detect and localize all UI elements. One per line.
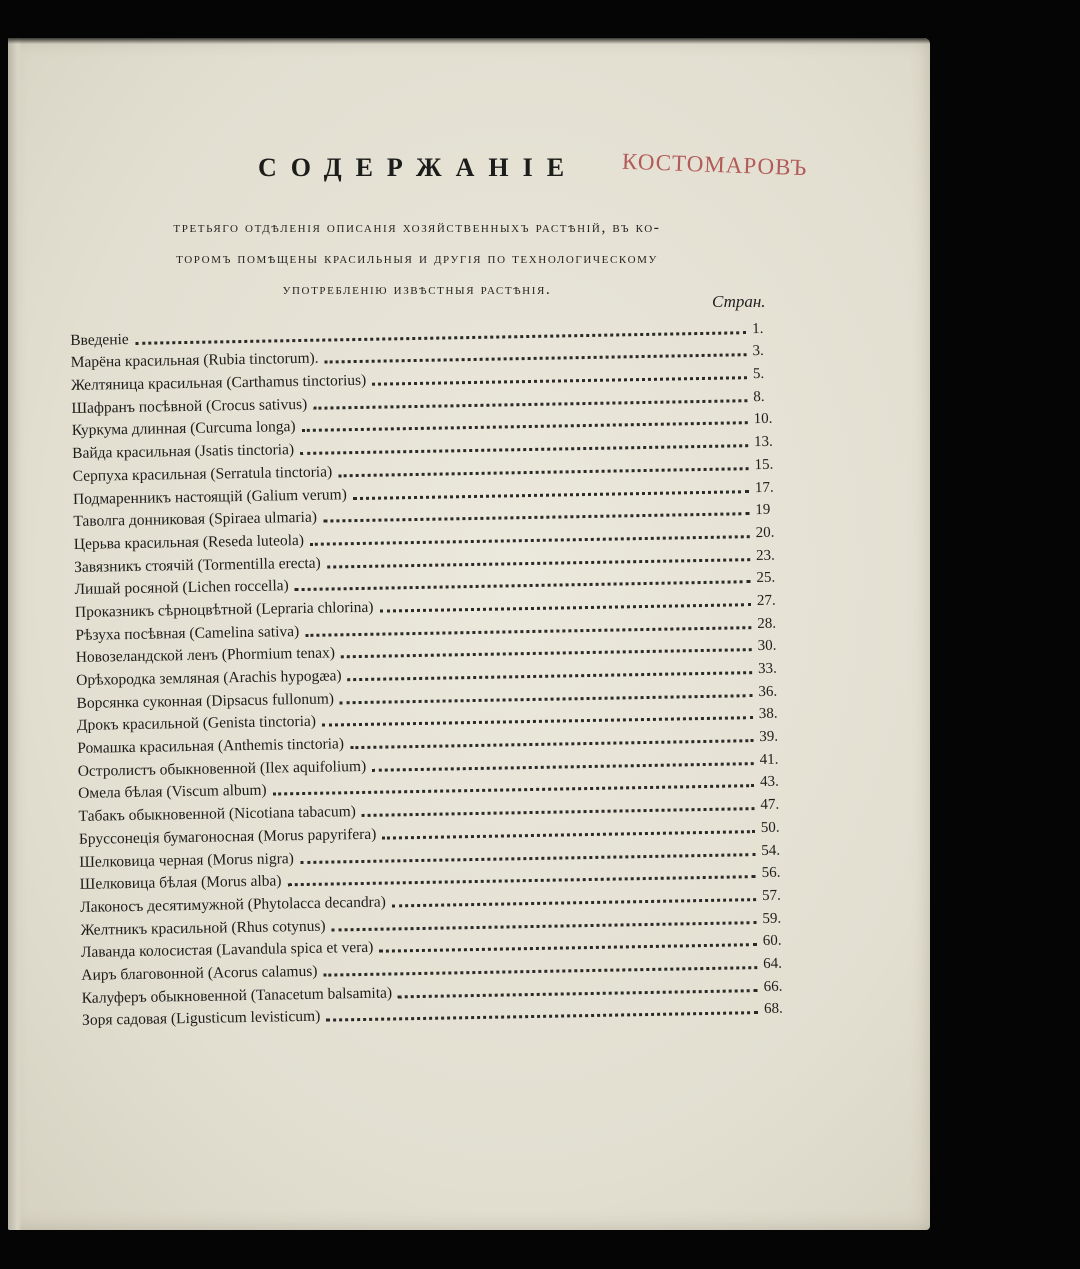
toc-entry-page: 8. [753,388,765,405]
toc-entry-page: 3. [752,343,764,360]
toc-entry-page: 20. [755,524,775,541]
toc-entry-label: Таволга донниковая (Spiraea ulmaria) [73,508,318,531]
page-title: СОДЕРЖАНIЕ [258,153,579,182]
toc-entry-label: Введеніе [70,330,129,349]
toc-entry-page: 28. [757,615,777,632]
toc-entry-label: Зоря садовая (Ligusticum levisticum) [81,1008,321,1030]
toc-entry-page: 56. [761,864,781,882]
toc-entry-label: Орѣхородка земляная (Arachis hypogæa) [76,667,342,689]
toc-entry-label: Подмаренникъ настоящій (Galium verum) [72,485,347,508]
toc-entry-page: 19 [755,501,771,519]
toc-entry-label: Бруссонеція бумагоносная (Morus papyrifera) [78,825,377,848]
subtitle [72,212,762,305]
toc-entry-page: 1. [751,320,764,337]
toc-entry-label: Лишай росяной (Lichen roccella) [74,577,289,599]
toc-entry-label: Аиръ благовонной (Acorus calamus) [81,962,318,984]
owner-stamp: КОСТОМАРОВЪ [621,148,808,181]
toc-entry-label: Лаконосъ десятимужной (Phytolacca decandra) [79,893,386,916]
toc-entry-label: Дрокъ красильной (Genista tinctoria) [76,713,317,735]
toc-entry-page: 33. [757,660,777,678]
toc-entry-page: 47. [760,796,780,814]
toc-entry-label: Ромашка красильная (Anthemis tinctoria) [77,735,345,757]
toc-entry-page: 36. [758,683,778,700]
page-top-edge [8,38,930,44]
toc-entry-page: 68. [763,1000,783,1018]
toc-entry-page: 66. [763,978,783,995]
toc-entry-label: Церьва красильная (Reseda luteola) [73,531,305,553]
toc-entry-page: 64. [763,955,783,972]
toc-entry-label: Ворсянка суконная (Dipsacus fullonum) [76,690,335,712]
toc-entry-page: 38. [758,706,778,723]
toc-entry-page: 54. [761,842,781,859]
subtitle-line: употребленію извѣстныя растѣнія. [282,281,552,298]
toc-entry-page: 43. [759,774,779,791]
toc-entry-label: Омела бѣлая (Viscum album) [78,782,267,803]
page-spine-shadow [8,38,22,1230]
page-column-header: Стран. [712,292,766,311]
toc-entry-label: Лаванда колосистая (Lavandula spica et vera) [80,939,374,962]
toc-entry-label: Рѣзуха посѣвная (Camelina sativa) [75,622,300,644]
toc-entry-label: Новозеландской ленъ (Phormium tenax) [75,644,336,667]
toc-entry-page: 13. [753,433,774,451]
toc-entry-label: Желтяница красильная (Carthamus tinctorius) [70,371,367,395]
toc-entry-label: Вайда красильная (Jsatis tinctoria) [72,441,295,463]
toc-entry-page: 15. [754,456,774,473]
toc-entry-label: Табакъ обыкновенной (Nicotiana tabacum) [78,803,356,826]
toc-entry-page: 10. [753,411,773,428]
toc-entry-label: Марёна красильная (Rubia tinctorum). [70,350,319,372]
toc-entry-page: 30. [757,638,777,655]
toc-entry-label: Остролистъ обыкновенной (Ilex aquifolium) [77,757,367,780]
subtitle-line: торомъ помѣщены красильныя и другія по технологическому [176,250,658,267]
toc-entry-page: 27. [756,592,776,609]
toc-entry-label: Проказникъ сѣрноцвѣтной (Lepraria chlorina) [74,598,374,621]
subtitle-line: третьяго отдѣленія описанія хозяйственныхъ растѣній, въ ко- [173,219,661,236]
toc-entry-page: 25. [756,569,776,587]
toc-entry-page: 50. [760,819,780,836]
toc-entry-page: 39. [759,728,779,746]
toc-entry-page: 17. [754,479,774,496]
toc-entry-label: Шафранъ посѣвной (Crocus sativus) [71,395,308,417]
toc-entry-page: 57. [761,887,781,904]
toc-entry-label: Шелковица бѣлая (Morus alba) [79,872,282,894]
toc-entry-page: 59. [762,910,782,927]
table-of-contents [70,315,794,1031]
toc-entry-page: 60. [762,932,782,950]
toc-entry-label: Серпуха красильная (Serratula tinctoria) [72,463,333,485]
toc-entry-label: Завязникъ стоячій (Tormentilla erecta) [74,554,321,576]
toc-entry-page: 23. [755,547,775,564]
toc-entry-label: Желтникъ красильной (Rhus cotynus) [80,917,326,939]
toc-entry-page: 5. [752,365,765,383]
toc-entry-page: 41. [759,751,779,768]
toc-entry-label: Калуферъ обыкновенной (Tanacetum balsamita) [81,984,393,1007]
toc-entry-label: Шелковица черная (Morus nigra) [79,849,294,871]
toc-entry-label: Куркума длинная (Curcuma longa) [71,418,296,440]
